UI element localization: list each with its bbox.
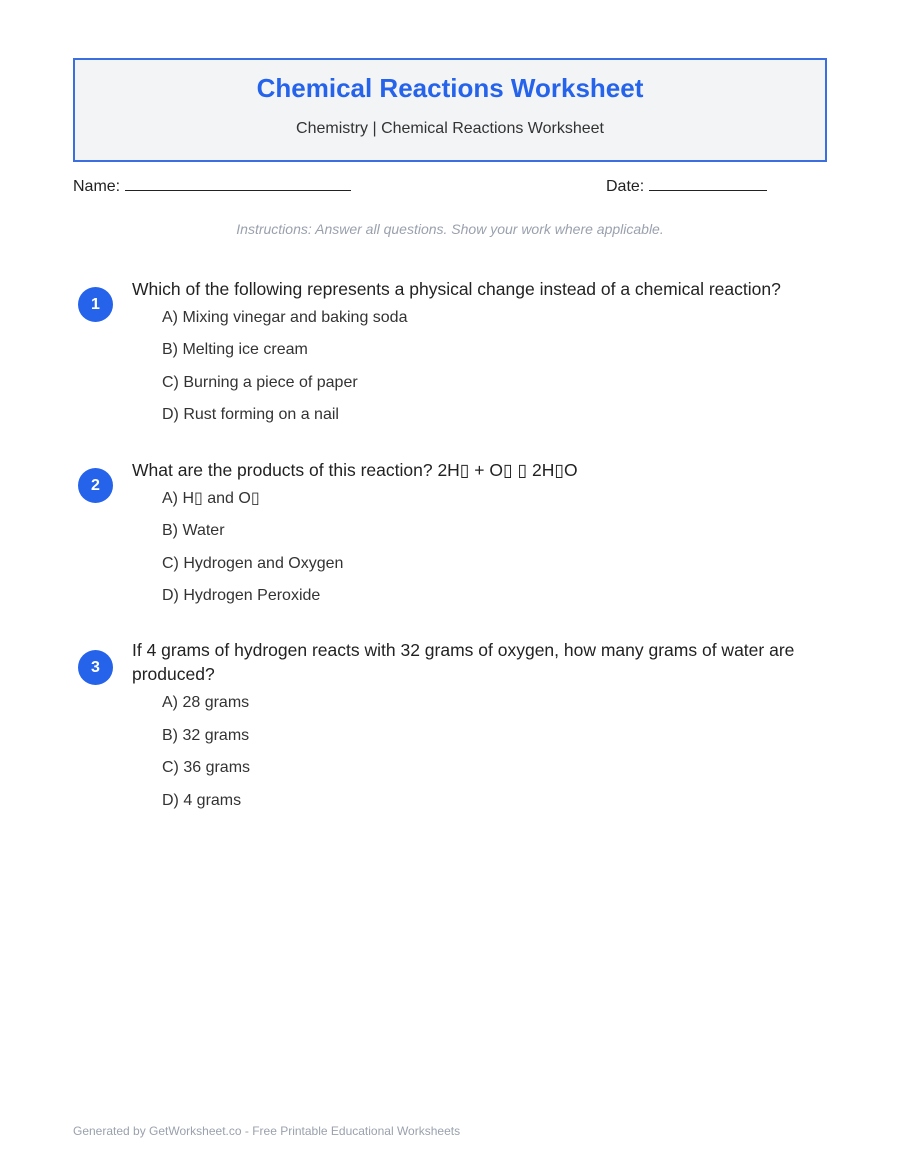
answer-option[interactable]: A) 28 grams [162, 694, 250, 711]
date-blank-line[interactable] [649, 176, 767, 191]
name-blank-line[interactable] [125, 176, 351, 191]
worksheet-subtitle: Chemistry | Chemical Reactions Worksheet [296, 120, 604, 137]
question-number-badge: 2 [78, 468, 113, 503]
answer-option[interactable]: B) 32 grams [162, 727, 250, 744]
answer-option[interactable]: A) H▯ and O▯ [162, 490, 260, 507]
question-text: If 4 grams of hydrogen reacts with 32 grams of oxygen, how many grams of water are produced? [132, 640, 795, 684]
answer-option[interactable]: D) 4 grams [162, 792, 242, 809]
question-number-badge: 3 [78, 650, 113, 685]
answer-option[interactable]: B) Melting ice cream [162, 341, 308, 358]
answer-option[interactable]: A) Mixing vinegar and baking soda [162, 309, 408, 326]
answer-option[interactable]: C) 36 grams [162, 759, 251, 776]
worksheet-title: Chemical Reactions Worksheet [256, 73, 644, 103]
question-number-badge: 1 [78, 287, 113, 322]
answer-option[interactable]: D) Hydrogen Peroxide [162, 587, 321, 604]
answer-option[interactable]: C) Burning a piece of paper [162, 374, 358, 391]
answer-option[interactable]: D) Rust forming on a nail [162, 406, 339, 423]
name-label: Name: [73, 178, 121, 195]
worksheet-header [73, 58, 827, 162]
instructions-text: Instructions: Answer all questions. Show your work where applicable. [236, 221, 664, 237]
question-text: Which of the following represents a physical change instead of a chemical reaction? [132, 279, 781, 299]
question-text: What are the products of this reaction? 2H▯ + O▯ ▯ 2H▯O [132, 460, 578, 480]
footer-credit: Generated by GetWorksheet.co - Free Printable Educational Worksheets [73, 1124, 461, 1138]
answer-option[interactable]: B) Water [162, 522, 225, 539]
answer-option[interactable]: C) Hydrogen and Oxygen [162, 555, 344, 572]
date-label: Date: [606, 178, 645, 195]
name-field[interactable] [73, 176, 351, 196]
student-info-row [73, 176, 827, 196]
date-field[interactable] [606, 176, 767, 196]
